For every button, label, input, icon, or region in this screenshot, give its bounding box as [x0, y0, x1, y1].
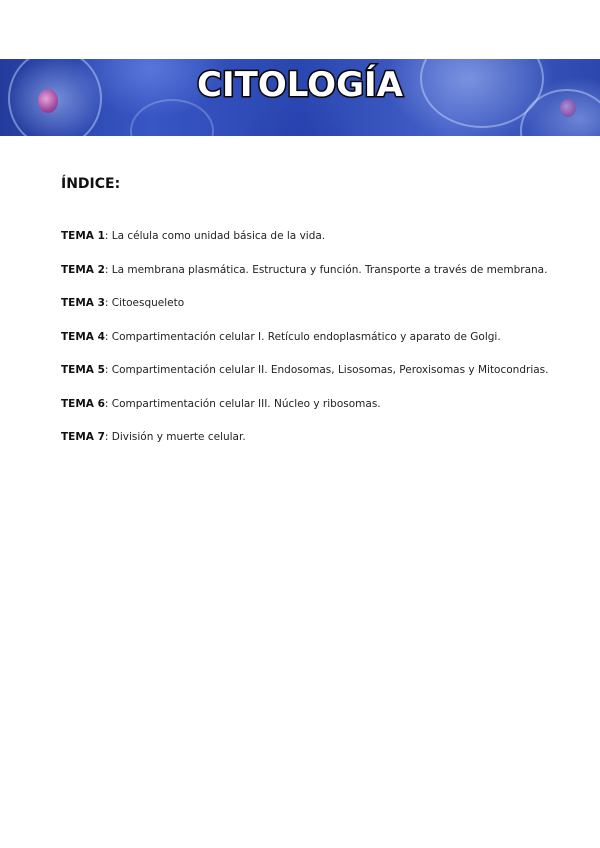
- document-title: CITOLOGÍA: [197, 65, 403, 105]
- toc-item-label: TEMA 4: [61, 330, 105, 343]
- toc-item-tema-6: [61, 394, 581, 428]
- toc-item-tema-3: [61, 293, 581, 327]
- toc-item-label: TEMA 5: [61, 364, 105, 376]
- toc-item-label: TEMA 6: [61, 397, 105, 410]
- index-heading: ÍNDICE:: [61, 176, 121, 192]
- toc-item-text: : La membrana plasmática. Estructura y función. Transporte a través de membrana.: [104, 263, 548, 276]
- toc-item-label: TEMA 2: [61, 263, 105, 276]
- toc-item-tema-1: [61, 226, 581, 260]
- toc-item-text: : Compartimentación celular III. Núcleo y ribosomas.: [104, 397, 381, 410]
- toc-item-text: : La célula como unidad básica de la vida.: [104, 230, 326, 242]
- toc-item-text: : División y muerte celular.: [104, 431, 246, 443]
- toc-item-text: : Compartimentación celular II. Endosomas, Lisosomas, Peroxisomas y Mitocondrias.: [104, 364, 549, 376]
- table-of-contents: [61, 226, 581, 461]
- toc-item-tema-5: [61, 360, 581, 394]
- header-banner: [0, 59, 600, 136]
- toc-item-label: TEMA 3: [61, 297, 105, 309]
- toc-item-label: TEMA 1: [61, 230, 105, 242]
- toc-item-tema-4: [61, 327, 581, 361]
- toc-item-tema-7: [61, 427, 581, 461]
- toc-item-label: TEMA 7: [61, 431, 105, 443]
- toc-item-text: : Citoesqueleto: [104, 297, 185, 309]
- toc-item-tema-2: [61, 260, 581, 294]
- toc-item-text: : Compartimentación celular I. Retículo endoplasmático y aparato de Golgi.: [104, 330, 501, 343]
